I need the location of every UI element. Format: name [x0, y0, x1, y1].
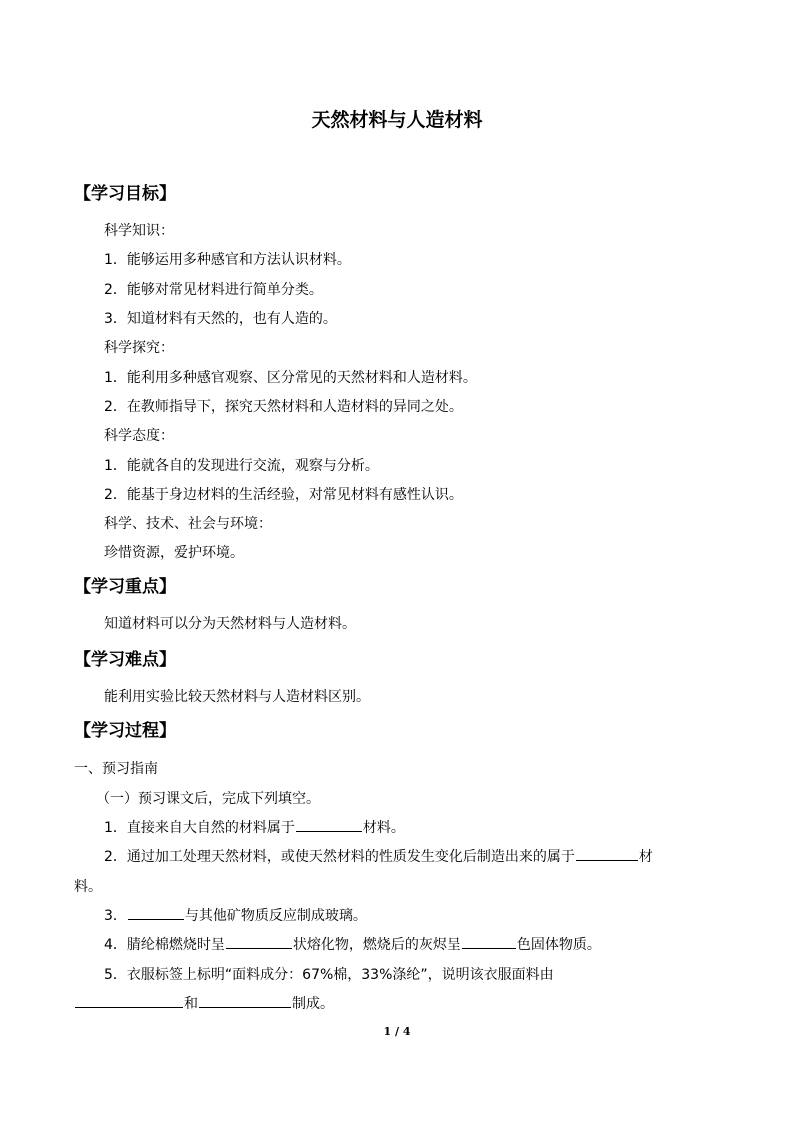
answer-blank[interactable]	[199, 993, 291, 1008]
goals-line: 2．能基于身边材料的生活经验，对常见材料有感性认识。	[104, 487, 463, 503]
question-4: 4．腈纶棉燃烧时呈 状熔化物，燃烧后的灰烬呈 色固体物质。	[104, 934, 601, 954]
page-title: 天然材料与人造材料	[311, 109, 483, 131]
difficulty-text: 能利用实验比较天然材料与人造材料区别。	[104, 689, 370, 705]
difficulty-heading: 【学习难点】	[74, 650, 176, 670]
question-5: 5．衣服标签上标明“面料成分：67%棉，33%涤纶”，说明该衣服面料由	[104, 967, 554, 983]
goals-line: 珍惜资源，爱护环境。	[104, 545, 244, 561]
focus-heading: 【学习重点】	[74, 577, 176, 597]
answer-blank[interactable]	[128, 905, 184, 920]
process-heading: 【学习过程】	[74, 721, 176, 741]
goals-line: 科学、技术、社会与环境：	[104, 516, 272, 532]
focus-text: 知道材料可以分为天然材料与人造材料。	[104, 616, 356, 632]
answer-blank[interactable]	[462, 934, 516, 949]
answer-blank[interactable]	[226, 934, 292, 949]
question-2: 2．通过加工处理天然材料，或使天然材料的性质发生变化后制造出来的属于 材	[104, 846, 653, 866]
question-1: 1．直接来自大自然的材料属于 材料。	[104, 817, 405, 837]
goals-heading: 【学习目标】	[74, 184, 176, 204]
goals-line: 1．能就各自的发现进行交流，观察与分析。	[104, 458, 379, 474]
question-5-continued: 和 制成。	[74, 993, 334, 1013]
subsection-title: （一）预习课文后，完成下列填空。	[96, 791, 320, 807]
goals-line: 科学知识：	[104, 223, 174, 239]
goals-line: 3．知道材料有天然的，也有人造的。	[104, 311, 337, 327]
question-3: 3． 与其他矿物质反应制成玻璃。	[104, 905, 367, 925]
goals-line: 科学态度：	[104, 428, 174, 444]
goals-line: 2．在教师指导下，探究天然材料和人造材料的异同之处。	[104, 399, 463, 415]
answer-blank[interactable]	[296, 817, 362, 832]
goals-line: 1．能利用多种感官观察、区分常见的天然材料和人造材料。	[104, 370, 477, 386]
answer-blank[interactable]	[75, 993, 183, 1008]
section-title: 一、预习指南	[74, 761, 158, 777]
page-number: 1 / 4	[383, 1025, 411, 1038]
question-2-continued: 料。	[74, 879, 102, 895]
answer-blank[interactable]	[576, 846, 638, 861]
goals-line: 1．能够运用多种感官和方法认识材料。	[104, 252, 351, 268]
goals-line: 2．能够对常见材料进行简单分类。	[104, 282, 323, 298]
goals-line: 科学探究：	[104, 340, 174, 356]
